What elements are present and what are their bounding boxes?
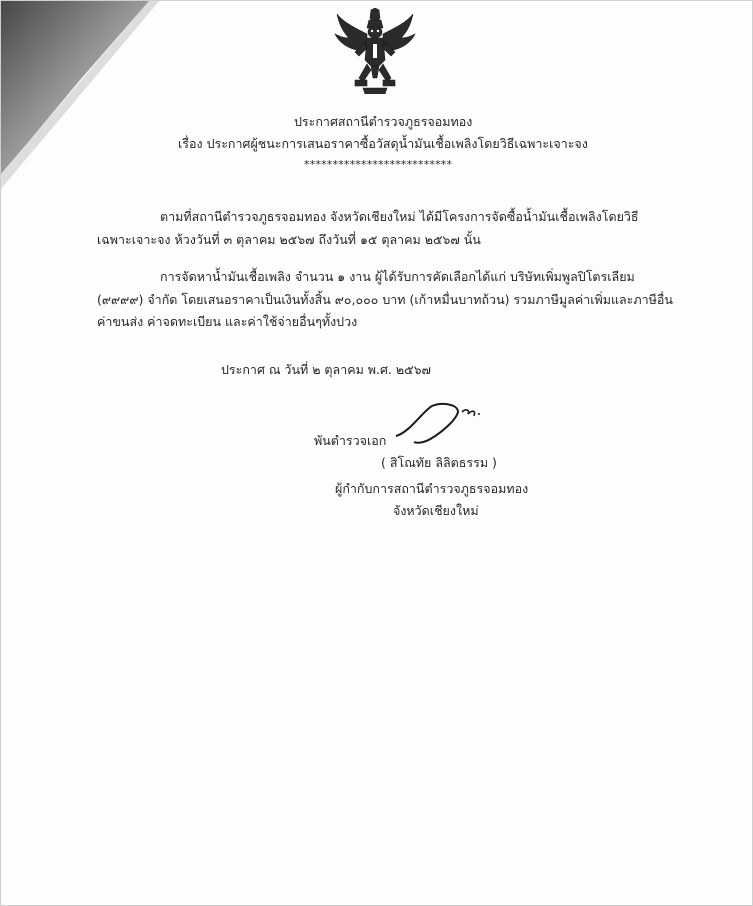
header-separator: ************************** [304, 158, 453, 171]
signer-position: ผู้กำกับการสถานีตำรวจภูธรจอมทอง [335, 481, 529, 496]
document-subject: เรื่อง ประกาศผู้ชนะการเสนอราคาซื้อวัสดุน้ำมันเชื้อเพลิงโดยวิธีเฉพาะเจาะจง [178, 136, 588, 151]
paragraph-2-line-2: (๙๙๙๙) จำกัด โดยเสนอราคาเป็นเงินทั้งสิ้น ๙๐,๐๐๐ บาท (เก้าหมื่นบาทถ้วน) รวมภาษีมูลค่าเพิ่มและภาษีอื่น [97, 292, 673, 307]
garuda-emblem-icon [333, 8, 417, 94]
paragraph-1-line-1: ตามที่สถานีตำรวจภูธรจอมทอง จังหวัดเชียงใหม่ ได้มีโครงการจัดซื้อน้ำมันเชื้อเพลิงโดยวิธี [160, 209, 639, 224]
paragraph-2-line-3: ค่าขนส่ง ค่าจดทะเบียน และค่าใช้จ่ายอื่นๆทั้งปวง [97, 314, 358, 329]
signer-name: ( สิโณทัย ลิลิตธรรม ) [381, 455, 497, 470]
announcement-date: ประกาศ ณ วันที่ ๒ ตุลาคม พ.ศ. ๒๕๖๗ [221, 362, 431, 377]
paragraph-1-line-2: เฉพาะเจาะจง ห้วงวันที่ ๓ ตุลาคม ๒๕๖๗ ถึงวันที่ ๑๕ ตุลาคม ๒๕๖๗ นั้น [97, 232, 481, 247]
paragraph-2-line-1: การจัดหาน้ำมันเชื้อเพลิง จำนวน ๑ งาน ผู้ได้รับการคัดเลือกได้แก่ บริษัทเพิ่มพูลปิโตรเลียม [160, 269, 635, 284]
signer-rank: พันตำรวจเอก [314, 433, 387, 448]
signer-province: จังหวัดเชียงใหม่ [393, 503, 479, 518]
document-title: ประกาศสถานีตำรวจภูธรจอมทอง [294, 114, 473, 129]
